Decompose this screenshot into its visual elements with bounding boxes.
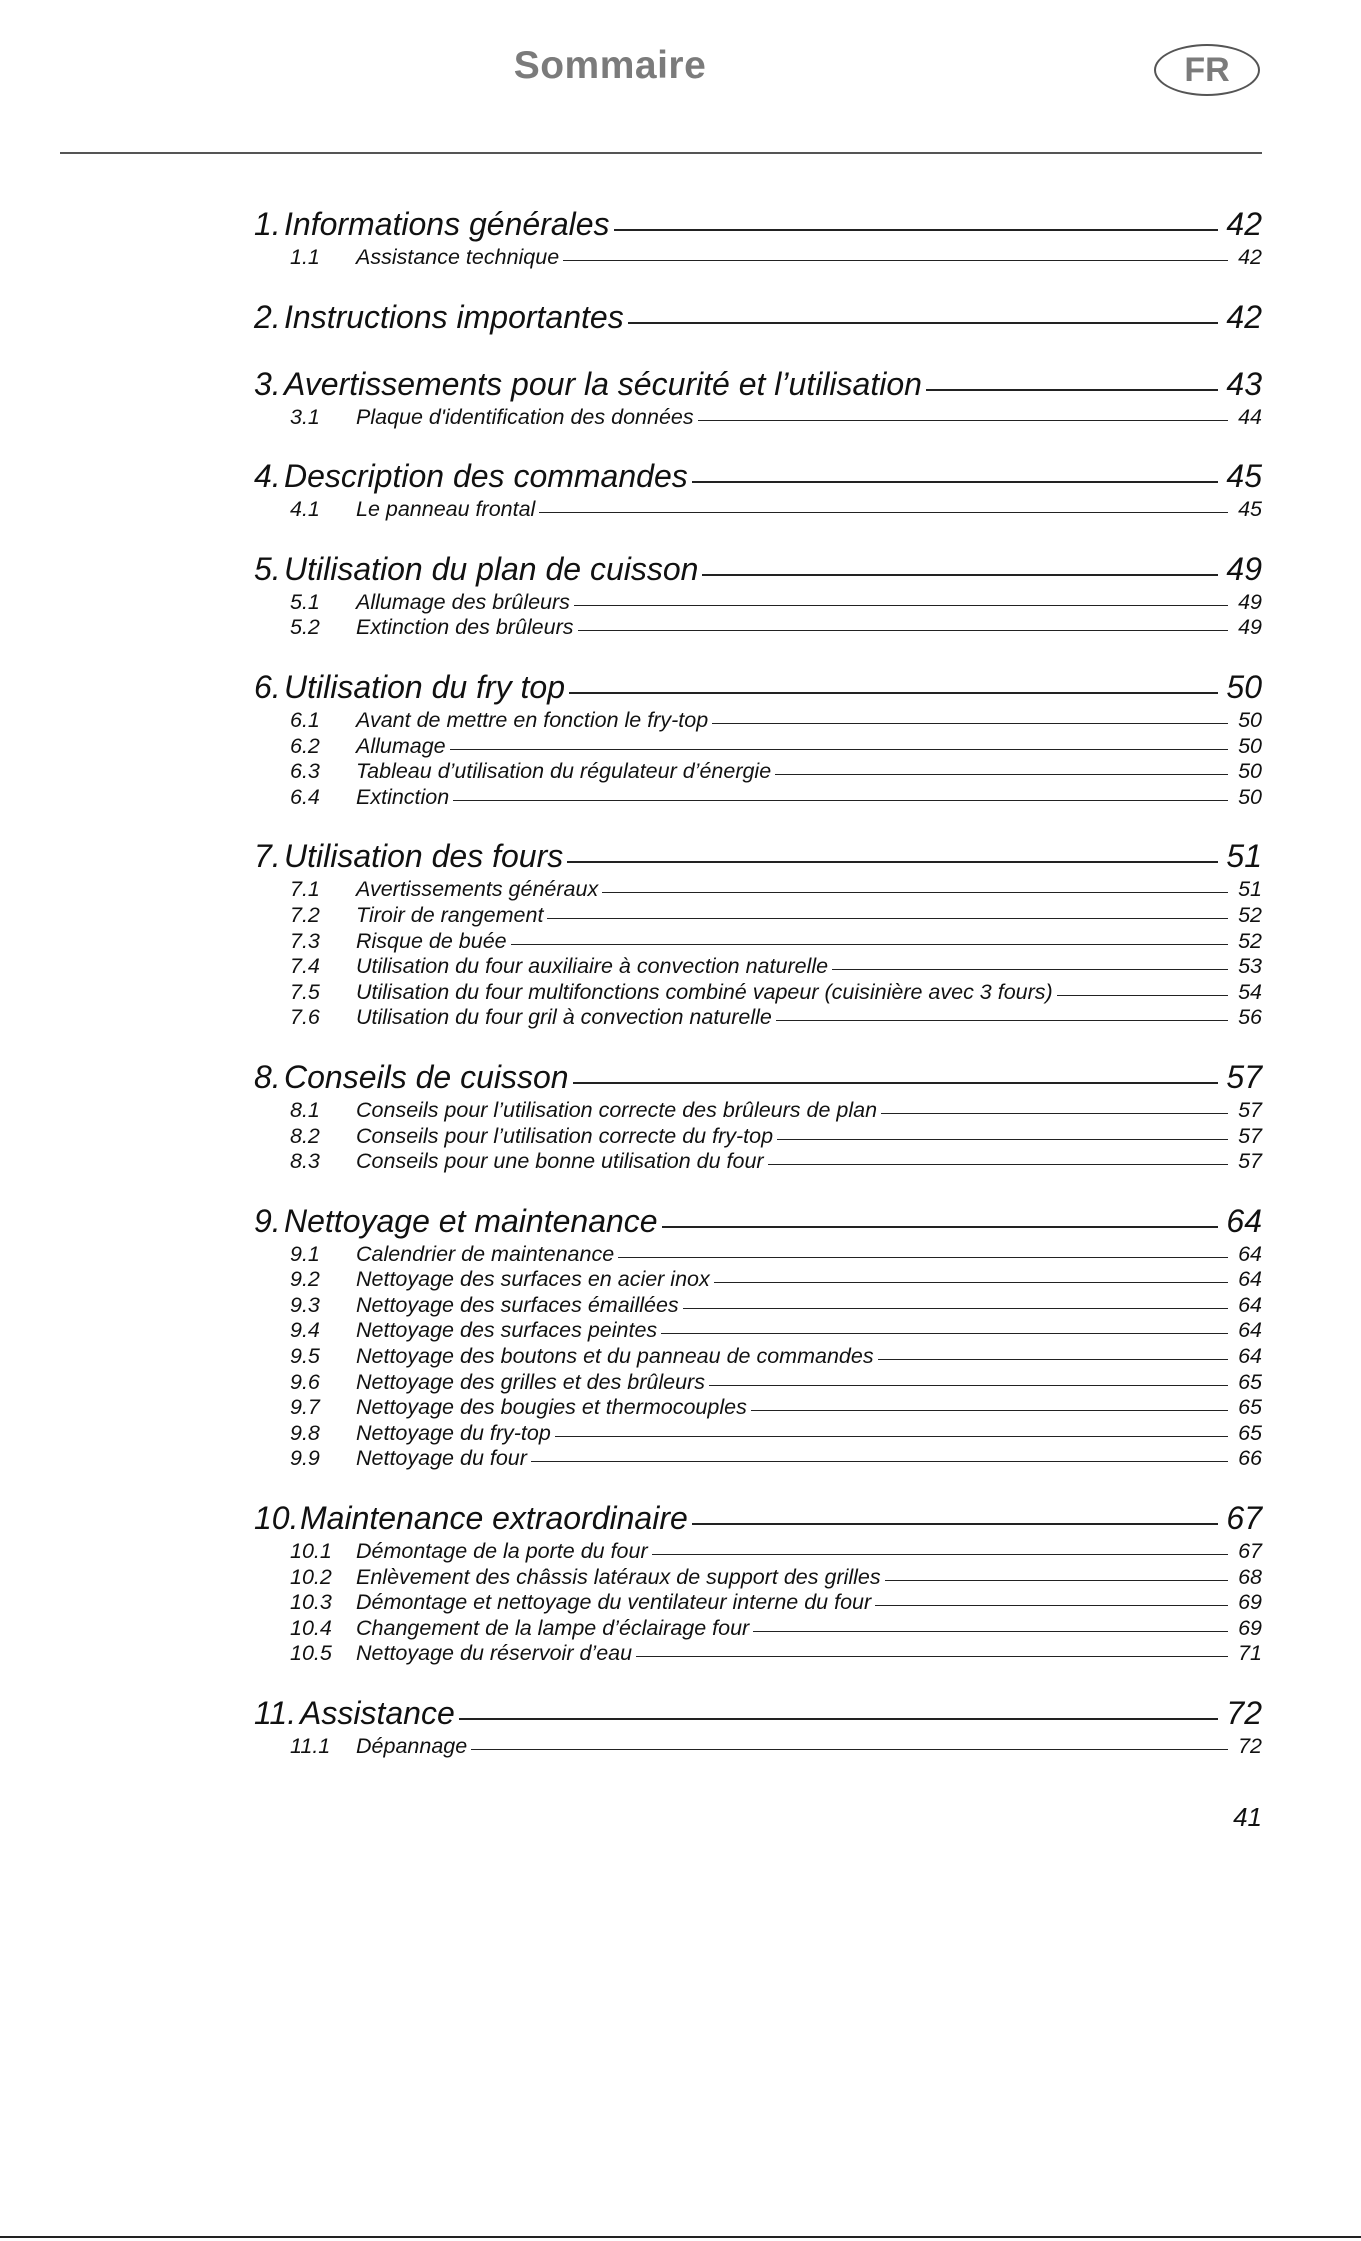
toc-subentry bbox=[254, 1267, 1262, 1293]
toc-subentry-title: Assistance technique bbox=[356, 245, 560, 269]
toc-subentry-number: 7.2 bbox=[290, 902, 320, 927]
toc-subentry-page: 50 bbox=[1238, 733, 1262, 758]
toc-subentry bbox=[254, 497, 1262, 523]
toc-subentry bbox=[254, 954, 1262, 980]
toc-leader-line bbox=[574, 605, 1228, 606]
toc-entry-page: 57 bbox=[1226, 1058, 1262, 1095]
toc-entry-title: Conseils de cuisson bbox=[284, 1058, 569, 1095]
toc-subentry-title: Nettoyage du réservoir d’eau bbox=[356, 1641, 633, 1666]
toc-entry-title: Description des commandes bbox=[284, 458, 688, 495]
toc-subentry-title: Extinction des brûleurs bbox=[356, 615, 574, 640]
toc-leader-line bbox=[832, 969, 1228, 970]
toc-subentry-number: 1.1 bbox=[290, 245, 320, 269]
toc-subentry bbox=[254, 708, 1262, 734]
toc-subentry-title: Risque de buée bbox=[356, 928, 507, 953]
toc-subentry bbox=[254, 1242, 1262, 1268]
toc-subentry bbox=[254, 929, 1262, 955]
toc-entry-page: 72 bbox=[1226, 1695, 1262, 1731]
toc-entry bbox=[254, 1692, 1262, 1734]
toc-subentry-title: Nettoyage des surfaces émaillées bbox=[356, 1292, 679, 1317]
toc-subentry bbox=[254, 1293, 1262, 1319]
toc-entry bbox=[254, 363, 1262, 405]
toc-subentry-page: 68 bbox=[1238, 1564, 1262, 1589]
toc-leader-line bbox=[698, 420, 1228, 421]
toc-subentry bbox=[254, 1005, 1262, 1031]
toc-subentry bbox=[254, 1124, 1262, 1150]
toc-subentry-number: 3.1 bbox=[290, 404, 320, 429]
toc-entry-page: 43 bbox=[1226, 365, 1262, 402]
toc-subentry-number: 7.5 bbox=[290, 979, 320, 1004]
toc-subentry-page: 51 bbox=[1238, 877, 1262, 902]
toc-leader-line bbox=[709, 1385, 1228, 1386]
toc-leader-line bbox=[652, 1554, 1228, 1555]
toc-entry bbox=[254, 203, 1262, 245]
toc-subentry-title: Nettoyage des grilles et des brûleurs bbox=[356, 1369, 705, 1394]
toc-subentry-title: Conseils pour l’utilisation correcte du fry-top bbox=[356, 1123, 774, 1148]
toc-subentry-page: 66 bbox=[1238, 1446, 1262, 1471]
toc-subentry-title: Avertissements généraux bbox=[356, 877, 599, 902]
toc-entry-title: Maintenance extraordinaire bbox=[300, 1500, 688, 1537]
toc-entry bbox=[254, 1056, 1262, 1098]
toc-subentry-title: Allumage des brûleurs bbox=[356, 589, 570, 614]
toc-subentry-page: 42 bbox=[1238, 245, 1262, 269]
toc-leader-line bbox=[547, 918, 1228, 919]
toc-leader-line bbox=[768, 1164, 1228, 1165]
header-divider bbox=[60, 152, 1262, 154]
toc-subentry-page: 50 bbox=[1238, 707, 1262, 732]
toc-subentry-page: 56 bbox=[1238, 1005, 1262, 1030]
toc-subentry-number: 11.1 bbox=[290, 1734, 331, 1758]
toc-subentry-page: 64 bbox=[1238, 1267, 1262, 1292]
toc-subentry bbox=[254, 1616, 1262, 1642]
toc-subentry-title: Avant de mettre en fonction le fry-top bbox=[356, 707, 709, 732]
toc-subentry-page: 52 bbox=[1238, 902, 1262, 927]
toc-subentry-number: 7.4 bbox=[290, 954, 320, 979]
toc-subentry-number: 10.3 bbox=[290, 1590, 332, 1615]
toc-subentry-page: 65 bbox=[1238, 1369, 1262, 1394]
toc-subentry-title: Nettoyage des bougies et thermocouples bbox=[356, 1395, 747, 1420]
toc-subentry-page: 50 bbox=[1238, 784, 1262, 809]
toc-subentry bbox=[254, 877, 1262, 903]
toc-subentry-number: 5.1 bbox=[290, 589, 320, 614]
toc-subentry-number: 7.3 bbox=[290, 928, 320, 953]
toc-subentry bbox=[254, 1734, 1262, 1760]
toc-entry-page: 51 bbox=[1226, 838, 1262, 875]
toc-subentry bbox=[254, 245, 1262, 271]
toc-subentry-title: Conseils pour une bonne utilisation du four bbox=[356, 1149, 764, 1174]
toc-leader-line bbox=[683, 1308, 1228, 1309]
toc-leader-line bbox=[661, 1333, 1228, 1334]
toc-leader-line bbox=[751, 1410, 1228, 1411]
toc-subentry-title: Nettoyage des surfaces peintes bbox=[356, 1318, 658, 1343]
toc-subentry-page: 64 bbox=[1238, 1292, 1262, 1317]
toc-leader-line bbox=[1057, 995, 1228, 996]
toc-subentry-number: 10.1 bbox=[290, 1539, 332, 1564]
toc-leader-line bbox=[777, 1139, 1228, 1140]
toc-subentry bbox=[254, 405, 1262, 431]
toc-subentry-number: 10.4 bbox=[290, 1615, 332, 1640]
toc-entry-number: 3. bbox=[254, 365, 281, 402]
toc-leader-line bbox=[567, 861, 1218, 863]
toc-leader-line bbox=[775, 774, 1228, 775]
toc-entry-number: 9. bbox=[254, 1202, 281, 1239]
toc-section bbox=[254, 666, 1262, 810]
toc-leader-line bbox=[555, 1436, 1228, 1437]
toc-entry bbox=[254, 666, 1262, 708]
toc-subentry-page: 65 bbox=[1238, 1420, 1262, 1445]
toc-entry-page: 45 bbox=[1226, 458, 1262, 495]
toc-entry-number: 5. bbox=[254, 550, 281, 587]
toc-subentry-page: 64 bbox=[1238, 1344, 1262, 1369]
toc-subentry-page: 54 bbox=[1238, 979, 1262, 1004]
toc-subentry-number: 8.3 bbox=[290, 1149, 320, 1174]
toc-subentry-number: 9.2 bbox=[290, 1267, 320, 1292]
toc-subentry-number: 9.6 bbox=[290, 1369, 320, 1394]
toc-section bbox=[254, 835, 1262, 1031]
toc-subentry-page: 50 bbox=[1238, 759, 1262, 784]
toc-subentry-page: 44 bbox=[1238, 404, 1262, 429]
toc-entry-title: Instructions importantes bbox=[284, 298, 624, 335]
toc-subentry bbox=[254, 1370, 1262, 1396]
toc-subentry-page: 52 bbox=[1238, 928, 1262, 953]
toc-entry-number: 4. bbox=[254, 458, 281, 495]
toc-subentry bbox=[254, 1098, 1262, 1124]
toc-leader-line bbox=[602, 892, 1228, 893]
toc-subentry bbox=[254, 759, 1262, 785]
toc-subentry-title: Tiroir de rangement bbox=[356, 902, 544, 927]
toc-leader-line bbox=[926, 389, 1218, 391]
toc-leader-line bbox=[578, 630, 1229, 631]
toc-subentry-number: 9.7 bbox=[290, 1395, 320, 1420]
toc-subentry bbox=[254, 1318, 1262, 1344]
toc-subentry bbox=[254, 1149, 1262, 1175]
toc-subentry bbox=[254, 1344, 1262, 1370]
toc-leader-line bbox=[878, 1359, 1228, 1360]
toc-leader-line bbox=[563, 260, 1228, 261]
toc-subentry bbox=[254, 1395, 1262, 1421]
toc-leader-line bbox=[511, 944, 1228, 945]
footer-divider bbox=[0, 2236, 1361, 2238]
toc-leader-line bbox=[881, 1113, 1228, 1114]
toc-section bbox=[254, 548, 1262, 641]
toc-leader-line bbox=[531, 1461, 1228, 1462]
toc-subentry-title: Utilisation du four auxiliaire à convection naturelle bbox=[356, 954, 829, 979]
toc-subentry bbox=[254, 734, 1262, 760]
toc-entry-page: 49 bbox=[1226, 550, 1262, 587]
toc-entry bbox=[254, 835, 1262, 877]
toc-subentry-title: Changement de la lampe d’éclairage four bbox=[356, 1615, 750, 1640]
toc-subentry-page: 45 bbox=[1238, 497, 1262, 522]
toc-subentry bbox=[254, 1641, 1262, 1667]
toc-entry-title: Avertissements pour la sécurité et l’utilisation bbox=[284, 365, 922, 402]
table-of-contents bbox=[254, 203, 1262, 1785]
toc-leader-line bbox=[712, 723, 1228, 724]
toc-leader-line bbox=[618, 1257, 1228, 1258]
toc-subentry-number: 9.9 bbox=[290, 1446, 320, 1471]
toc-subentry bbox=[254, 903, 1262, 929]
toc-leader-line bbox=[569, 692, 1218, 694]
toc-section bbox=[254, 296, 1262, 338]
toc-subentry-title: Nettoyage des boutons et du panneau de commandes bbox=[356, 1344, 874, 1369]
page-number: 41 bbox=[1233, 1802, 1262, 1832]
toc-subentry-number: 6.4 bbox=[290, 784, 320, 809]
toc-subentry-page: 64 bbox=[1238, 1318, 1262, 1343]
toc-subentry-page: 72 bbox=[1238, 1734, 1262, 1758]
toc-entry-number: 10. bbox=[254, 1500, 299, 1537]
toc-subentry bbox=[254, 615, 1262, 641]
toc-subentry-number: 7.1 bbox=[290, 877, 320, 902]
toc-subentry bbox=[254, 590, 1262, 616]
toc-entry bbox=[254, 296, 1262, 338]
page-title: Sommaire bbox=[513, 44, 707, 87]
toc-subentry-number: 8.1 bbox=[290, 1097, 320, 1122]
toc-section bbox=[254, 203, 1262, 271]
toc-subentry-number: 10.2 bbox=[290, 1564, 332, 1589]
toc-subentry-title: Plaque d'identification des données bbox=[356, 404, 694, 429]
toc-subentry-page: 69 bbox=[1238, 1590, 1262, 1615]
toc-subentry-title: Conseils pour l’utilisation correcte des brûleurs de plan bbox=[356, 1097, 878, 1122]
toc-subentry-title: Extinction bbox=[356, 784, 450, 809]
toc-leader-line bbox=[453, 800, 1228, 801]
toc-subentry-number: 4.1 bbox=[290, 497, 320, 522]
toc-entry-page: 64 bbox=[1226, 1202, 1262, 1239]
toc-subentry-number: 9.4 bbox=[290, 1318, 320, 1343]
toc-subentry-number: 9.3 bbox=[290, 1292, 320, 1317]
toc-entry-title: Informations générales bbox=[284, 206, 610, 242]
toc-entry-number: 1. bbox=[254, 206, 281, 242]
toc-subentry-page: 57 bbox=[1238, 1149, 1262, 1174]
toc-subentry-number: 6.2 bbox=[290, 733, 320, 758]
toc-subentry-title: Nettoyage des surfaces en acier inox bbox=[356, 1267, 710, 1292]
toc-leader-line bbox=[702, 574, 1218, 576]
toc-subentry-number: 7.6 bbox=[290, 1005, 320, 1030]
toc-subentry-title: Calendrier de maintenance bbox=[356, 1241, 615, 1266]
toc-subentry bbox=[254, 1539, 1262, 1565]
toc-subentry-title: Nettoyage du fry-top bbox=[356, 1420, 551, 1445]
toc-subentry bbox=[254, 1590, 1262, 1616]
toc-entry-number: 7. bbox=[254, 838, 281, 875]
toc-entry-page: 42 bbox=[1226, 206, 1262, 242]
toc-leader-line bbox=[662, 1226, 1219, 1228]
toc-subentry-title: Allumage bbox=[356, 733, 446, 758]
toc-subentry-page: 67 bbox=[1238, 1539, 1262, 1564]
toc-subentry-page: 69 bbox=[1238, 1615, 1262, 1640]
toc-section bbox=[254, 455, 1262, 523]
toc-entry-title: Utilisation des fours bbox=[284, 838, 564, 875]
toc-subentry-title: Nettoyage du four bbox=[356, 1446, 527, 1471]
toc-subentry-page: 53 bbox=[1238, 954, 1262, 979]
toc-leader-line bbox=[776, 1020, 1228, 1021]
toc-subentry-number: 6.1 bbox=[290, 707, 320, 732]
toc-section bbox=[254, 1056, 1262, 1175]
toc-leader-line bbox=[471, 1749, 1228, 1750]
toc-leader-line bbox=[539, 512, 1228, 513]
toc-subentry-title: Le panneau frontal bbox=[356, 497, 536, 522]
toc-leader-line bbox=[692, 1523, 1219, 1525]
toc-subentry-number: 8.2 bbox=[290, 1123, 320, 1148]
toc-entry-page: 42 bbox=[1226, 298, 1262, 335]
toc-subentry-page: 57 bbox=[1238, 1123, 1262, 1148]
toc-subentry-title: Tableau d’utilisation du régulateur d’énergie bbox=[356, 759, 772, 784]
toc-leader-line bbox=[753, 1631, 1228, 1632]
toc-leader-line bbox=[459, 1718, 1219, 1720]
toc-subentry-title: Enlèvement des châssis latéraux de support des grilles bbox=[356, 1564, 881, 1589]
toc-subentry-number: 9.8 bbox=[290, 1420, 320, 1445]
toc-subentry bbox=[254, 1421, 1262, 1447]
toc-leader-line bbox=[692, 481, 1219, 483]
toc-entry-title: Utilisation du fry top bbox=[284, 668, 566, 705]
toc-subentry-title: Démontage et nettoyage du ventilateur interne du four bbox=[356, 1590, 872, 1615]
toc-subentry-page: 49 bbox=[1238, 615, 1262, 640]
toc-subentry-title: Utilisation du four gril à convection naturelle bbox=[356, 1005, 772, 1030]
toc-subentry-page: 71 bbox=[1238, 1641, 1262, 1666]
toc-leader-line bbox=[628, 322, 1219, 324]
toc-entry-title: Assistance bbox=[300, 1695, 455, 1731]
toc-entry-page: 50 bbox=[1226, 668, 1262, 705]
toc-leader-line bbox=[614, 229, 1219, 231]
toc-entry-page: 67 bbox=[1226, 1500, 1262, 1537]
toc-leader-line bbox=[714, 1282, 1228, 1283]
toc-section bbox=[254, 1692, 1262, 1760]
toc-entry-number: 8. bbox=[254, 1058, 281, 1095]
toc-subentry-number: 5.2 bbox=[290, 615, 320, 640]
toc-section bbox=[254, 1200, 1262, 1472]
toc-leader-line bbox=[885, 1580, 1228, 1581]
toc-leader-line bbox=[450, 749, 1228, 750]
toc-subentry-title: Dépannage bbox=[356, 1734, 468, 1758]
toc-leader-line bbox=[875, 1605, 1228, 1606]
toc-subentry-number: 9.5 bbox=[290, 1344, 320, 1369]
toc-subentry-number: 9.1 bbox=[290, 1241, 320, 1266]
toc-subentry-page: 64 bbox=[1238, 1241, 1262, 1266]
toc-subentry bbox=[254, 1446, 1262, 1472]
toc-subentry-number: 10.5 bbox=[290, 1641, 332, 1666]
toc-subentry-title: Démontage de la porte du four bbox=[356, 1539, 648, 1564]
toc-entry-title: Utilisation du plan de cuisson bbox=[284, 550, 699, 587]
toc-entry bbox=[254, 1497, 1262, 1539]
toc-subentry-number: 6.3 bbox=[290, 759, 320, 784]
toc-subentry bbox=[254, 980, 1262, 1006]
toc-subentry-page: 65 bbox=[1238, 1395, 1262, 1420]
toc-entry-number: 6. bbox=[254, 668, 281, 705]
toc-entry-title: Nettoyage et maintenance bbox=[284, 1202, 658, 1239]
toc-subentry bbox=[254, 1565, 1262, 1591]
toc-section bbox=[254, 1497, 1262, 1667]
toc-entry bbox=[254, 548, 1262, 590]
toc-entry bbox=[254, 1200, 1262, 1242]
language-badge: FR bbox=[1154, 44, 1260, 96]
toc-entry-number: 11. bbox=[254, 1695, 297, 1731]
toc-leader-line bbox=[573, 1082, 1219, 1084]
toc-leader-line bbox=[636, 1656, 1228, 1657]
toc-entry-number: 2. bbox=[254, 298, 281, 335]
toc-entry bbox=[254, 455, 1262, 497]
toc-section bbox=[254, 363, 1262, 431]
toc-subentry-title: Utilisation du four multifonctions combiné vapeur (cuisinière avec 3 fours) bbox=[356, 979, 1053, 1004]
toc-subentry-page: 49 bbox=[1238, 589, 1262, 614]
toc-subentry bbox=[254, 785, 1262, 811]
toc-subentry-page: 57 bbox=[1238, 1097, 1262, 1122]
